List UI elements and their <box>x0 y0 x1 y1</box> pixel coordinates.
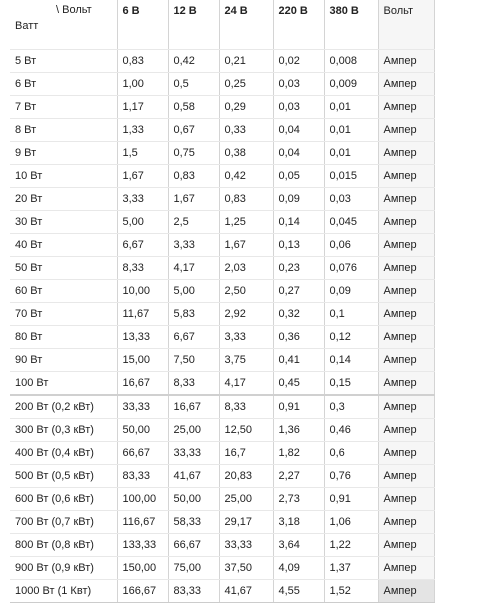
ampere-value-cell: 5,00 <box>168 280 219 303</box>
watt-cell: 800 Вт (0,8 кВт) <box>10 534 117 557</box>
ampere-value-cell: 116,67 <box>117 511 168 534</box>
unit-cell: Ампер <box>378 50 434 73</box>
ampere-value-cell: 33,33 <box>219 534 273 557</box>
watt-cell: 400 Вт (0,4 кВт) <box>10 442 117 465</box>
watt-cell: 50 Вт <box>10 257 117 280</box>
unit-cell: Ампер <box>378 580 434 603</box>
ampere-value-cell: 5,83 <box>168 303 219 326</box>
ampere-value-cell: 10,00 <box>117 280 168 303</box>
ampere-value-cell: 0,06 <box>324 234 378 257</box>
ampere-value-cell: 0,76 <box>324 465 378 488</box>
ampere-value-cell: 0,45 <box>273 372 324 396</box>
ampere-value-cell: 0,83 <box>219 188 273 211</box>
ampere-value-cell: 0,03 <box>324 188 378 211</box>
ampere-value-cell: 3,33 <box>117 188 168 211</box>
ampere-value-cell: 1,67 <box>219 234 273 257</box>
ampere-value-cell: 3,75 <box>219 349 273 372</box>
ampere-value-cell: 0,83 <box>168 165 219 188</box>
ampere-value-cell: 2,03 <box>219 257 273 280</box>
watt-cell: 100 Вт <box>10 372 117 396</box>
ampere-value-cell: 0,32 <box>273 303 324 326</box>
unit-cell: Ампер <box>378 534 434 557</box>
table-row <box>10 442 434 465</box>
table-row <box>10 557 434 580</box>
ampere-value-cell: 41,67 <box>168 465 219 488</box>
watt-cell: 7 Вт <box>10 96 117 119</box>
ampere-value-cell: 0,04 <box>273 142 324 165</box>
ampere-value-cell: 0,015 <box>324 165 378 188</box>
watt-cell: 10 Вт <box>10 165 117 188</box>
table-body <box>10 0 434 603</box>
ampere-value-cell: 2,92 <box>219 303 273 326</box>
table-row <box>10 534 434 557</box>
ampere-value-cell: 0,15 <box>324 372 378 396</box>
watt-cell: 8 Вт <box>10 119 117 142</box>
ampere-value-cell: 75,00 <box>168 557 219 580</box>
ampere-value-cell: 0,33 <box>219 119 273 142</box>
table-row <box>10 349 434 372</box>
ampere-value-cell: 2,73 <box>273 488 324 511</box>
watt-cell: 1000 Вт (1 Квт) <box>10 580 117 603</box>
unit-cell: Ампер <box>378 73 434 96</box>
table-row <box>10 119 434 142</box>
ampere-value-cell: 2,5 <box>168 211 219 234</box>
ampere-value-cell: 1,67 <box>168 188 219 211</box>
ampere-value-cell: 8,33 <box>168 372 219 396</box>
table-row <box>10 419 434 442</box>
ampere-value-cell: 0,42 <box>168 50 219 73</box>
ampere-value-cell: 0,6 <box>324 442 378 465</box>
unit-cell: Ампер <box>378 280 434 303</box>
unit-cell: Ампер <box>378 511 434 534</box>
ampere-value-cell: 25,00 <box>219 488 273 511</box>
ampere-value-cell: 5,00 <box>117 211 168 234</box>
ampere-value-cell: 8,33 <box>219 395 273 419</box>
unit-cell: Ампер <box>378 349 434 372</box>
unit-cell: Ампер <box>378 142 434 165</box>
unit-cell: Ампер <box>378 165 434 188</box>
ampere-value-cell: 13,33 <box>117 326 168 349</box>
header-voltage-220: 220 В <box>273 0 324 50</box>
ampere-value-cell: 0,36 <box>273 326 324 349</box>
ampere-value-cell: 7,50 <box>168 349 219 372</box>
ampere-value-cell: 58,33 <box>168 511 219 534</box>
ampere-value-cell: 1,67 <box>117 165 168 188</box>
table-row <box>10 326 434 349</box>
ampere-value-cell: 0,5 <box>168 73 219 96</box>
table-row <box>10 303 434 326</box>
table-row <box>10 142 434 165</box>
table-row <box>10 234 434 257</box>
ampere-value-cell: 0,045 <box>324 211 378 234</box>
header-voltage-6: 6 В <box>117 0 168 50</box>
ampere-value-cell: 133,33 <box>117 534 168 557</box>
unit-cell: Ампер <box>378 419 434 442</box>
watt-cell: 30 Вт <box>10 211 117 234</box>
unit-cell: Ампер <box>378 395 434 419</box>
ampere-value-cell: 1,33 <box>117 119 168 142</box>
table-row <box>10 488 434 511</box>
ampere-value-cell: 2,50 <box>219 280 273 303</box>
ampere-value-cell: 41,67 <box>219 580 273 603</box>
watt-cell: 200 Вт (0,2 кВт) <box>10 395 117 419</box>
ampere-value-cell: 25,00 <box>168 419 219 442</box>
ampere-value-cell: 83,33 <box>168 580 219 603</box>
ampere-value-cell: 16,7 <box>219 442 273 465</box>
ampere-value-cell: 0,03 <box>273 96 324 119</box>
table-row <box>10 188 434 211</box>
ampere-value-cell: 4,17 <box>219 372 273 396</box>
ampere-value-cell: 11,67 <box>117 303 168 326</box>
table-row <box>10 211 434 234</box>
ampere-value-cell: 0,38 <box>219 142 273 165</box>
header-voltage-24: 24 В <box>219 0 273 50</box>
table-row <box>10 96 434 119</box>
header-unit-label: Вольт <box>378 0 434 50</box>
unit-cell: Ампер <box>378 119 434 142</box>
table-row <box>10 372 434 396</box>
ampere-value-cell: 37,50 <box>219 557 273 580</box>
ampere-value-cell: 0,1 <box>324 303 378 326</box>
watt-cell: 300 Вт (0,3 кВт) <box>10 419 117 442</box>
ampere-value-cell: 0,01 <box>324 142 378 165</box>
unit-cell: Ампер <box>378 188 434 211</box>
ampere-value-cell: 15,00 <box>117 349 168 372</box>
ampere-value-cell: 1,25 <box>219 211 273 234</box>
ampere-value-cell: 0,91 <box>273 395 324 419</box>
ampere-value-cell: 0,29 <box>219 96 273 119</box>
unit-cell: Ампер <box>378 442 434 465</box>
ampere-value-cell: 0,27 <box>273 280 324 303</box>
ampere-value-cell: 0,14 <box>324 349 378 372</box>
unit-cell: Ампер <box>378 96 434 119</box>
ampere-value-cell: 33,33 <box>117 395 168 419</box>
ampere-value-cell: 0,01 <box>324 119 378 142</box>
ampere-value-cell: 3,64 <box>273 534 324 557</box>
table-row <box>10 50 434 73</box>
ampere-value-cell: 0,12 <box>324 326 378 349</box>
ampere-value-cell: 1,22 <box>324 534 378 557</box>
ampere-value-cell: 1,00 <box>117 73 168 96</box>
unit-cell: Ампер <box>378 488 434 511</box>
unit-cell: Ампер <box>378 303 434 326</box>
ampere-value-cell: 4,17 <box>168 257 219 280</box>
ampere-value-cell: 3,18 <box>273 511 324 534</box>
ampere-value-cell: 3,33 <box>219 326 273 349</box>
ampere-value-cell: 66,67 <box>117 442 168 465</box>
unit-cell: Ампер <box>378 372 434 396</box>
table-row <box>10 73 434 96</box>
watt-cell: 500 Вт (0,5 кВт) <box>10 465 117 488</box>
ampere-value-cell: 0,09 <box>273 188 324 211</box>
ampere-value-cell: 83,33 <box>117 465 168 488</box>
ampere-value-cell: 29,17 <box>219 511 273 534</box>
ampere-value-cell: 0,83 <box>117 50 168 73</box>
watt-cell: 20 Вт <box>10 188 117 211</box>
table-row <box>10 580 434 603</box>
ampere-value-cell: 0,14 <box>273 211 324 234</box>
ampere-value-cell: 0,008 <box>324 50 378 73</box>
ampere-value-cell: 1,5 <box>117 142 168 165</box>
ampere-value-cell: 12,50 <box>219 419 273 442</box>
ampere-value-cell: 0,13 <box>273 234 324 257</box>
ampere-value-cell: 0,91 <box>324 488 378 511</box>
ampere-value-cell: 0,09 <box>324 280 378 303</box>
table-row <box>10 511 434 534</box>
watt-cell: 40 Вт <box>10 234 117 257</box>
ampere-value-cell: 0,04 <box>273 119 324 142</box>
ampere-value-cell: 0,076 <box>324 257 378 280</box>
unit-cell: Ампер <box>378 326 434 349</box>
ampere-value-cell: 0,03 <box>273 73 324 96</box>
ampere-value-cell: 16,67 <box>117 372 168 396</box>
ampere-value-cell: 0,009 <box>324 73 378 96</box>
ampere-value-cell: 0,58 <box>168 96 219 119</box>
ampere-value-cell: 3,33 <box>168 234 219 257</box>
ampere-value-cell: 0,02 <box>273 50 324 73</box>
ampere-value-cell: 0,41 <box>273 349 324 372</box>
watt-cell: 80 Вт <box>10 326 117 349</box>
ampere-value-cell: 0,05 <box>273 165 324 188</box>
watt-cell: 600 Вт (0,6 кВт) <box>10 488 117 511</box>
ampere-value-cell: 1,37 <box>324 557 378 580</box>
unit-cell: Ампер <box>378 557 434 580</box>
ampere-value-cell: 150,00 <box>117 557 168 580</box>
ampere-value-cell: 8,33 <box>117 257 168 280</box>
ampere-value-cell: 6,67 <box>168 326 219 349</box>
table-row <box>10 465 434 488</box>
ampere-value-cell: 50,00 <box>168 488 219 511</box>
ampere-value-cell: 0,3 <box>324 395 378 419</box>
ampere-value-cell: 0,01 <box>324 96 378 119</box>
watt-cell: 9 Вт <box>10 142 117 165</box>
ampere-value-cell: 1,17 <box>117 96 168 119</box>
unit-cell: Ампер <box>378 465 434 488</box>
corner-volt-label: \ Вольт <box>56 4 92 16</box>
watt-cell: 6 Вт <box>10 73 117 96</box>
corner-cell <box>10 0 117 50</box>
ampere-value-cell: 1,06 <box>324 511 378 534</box>
unit-cell: Ампер <box>378 234 434 257</box>
header-voltage-12: 12 В <box>168 0 219 50</box>
ampere-value-cell: 4,55 <box>273 580 324 603</box>
ampere-value-cell: 0,46 <box>324 419 378 442</box>
ampere-value-cell: 16,67 <box>168 395 219 419</box>
ampere-value-cell: 20,83 <box>219 465 273 488</box>
ampere-value-cell: 66,67 <box>168 534 219 557</box>
watt-cell: 5 Вт <box>10 50 117 73</box>
watt-cell: 700 Вт (0,7 кВт) <box>10 511 117 534</box>
watt-cell: 70 Вт <box>10 303 117 326</box>
ampere-value-cell: 0,42 <box>219 165 273 188</box>
watt-ampere-table <box>10 0 435 603</box>
unit-cell: Ампер <box>378 211 434 234</box>
ampere-value-cell: 50,00 <box>117 419 168 442</box>
ampere-value-cell: 33,33 <box>168 442 219 465</box>
watt-cell: 900 Вт (0,9 кВт) <box>10 557 117 580</box>
corner-watt-label: Ватт <box>15 20 39 32</box>
header-row <box>10 0 434 50</box>
header-voltage-380: 380 В <box>324 0 378 50</box>
table-row <box>10 280 434 303</box>
watt-cell: 90 Вт <box>10 349 117 372</box>
ampere-value-cell: 166,67 <box>117 580 168 603</box>
watt-cell: 60 Вт <box>10 280 117 303</box>
ampere-value-cell: 0,67 <box>168 119 219 142</box>
table-row <box>10 257 434 280</box>
table-row <box>10 395 434 419</box>
ampere-value-cell: 0,23 <box>273 257 324 280</box>
ampere-value-cell: 0,25 <box>219 73 273 96</box>
ampere-value-cell: 1,36 <box>273 419 324 442</box>
ampere-value-cell: 0,75 <box>168 142 219 165</box>
ampere-value-cell: 2,27 <box>273 465 324 488</box>
ampere-value-cell: 4,09 <box>273 557 324 580</box>
table-row <box>10 165 434 188</box>
ampere-value-cell: 6,67 <box>117 234 168 257</box>
unit-cell: Ампер <box>378 257 434 280</box>
ampere-value-cell: 1,82 <box>273 442 324 465</box>
ampere-value-cell: 0,21 <box>219 50 273 73</box>
ampere-value-cell: 100,00 <box>117 488 168 511</box>
ampere-value-cell: 1,52 <box>324 580 378 603</box>
